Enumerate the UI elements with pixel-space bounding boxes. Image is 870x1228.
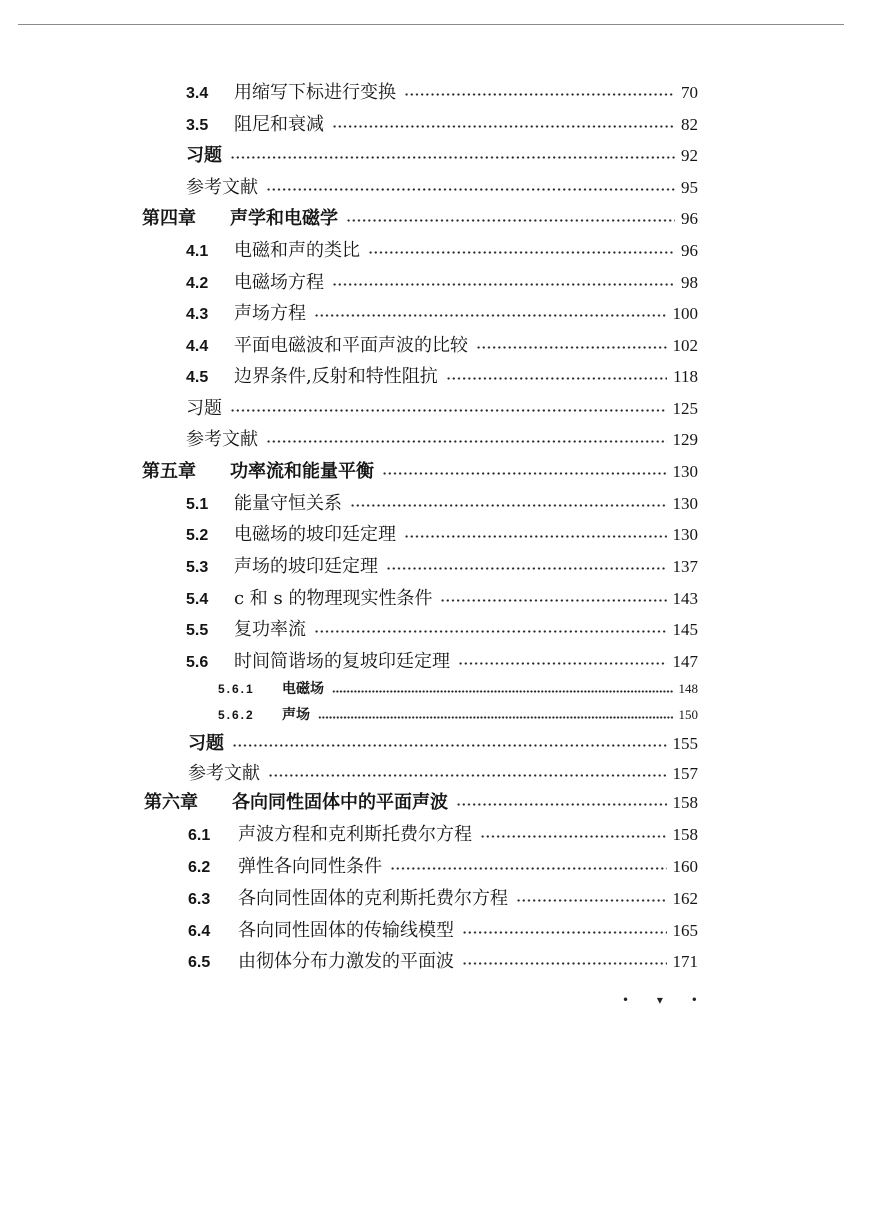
entry-title: 电磁场方程 [234,272,324,293]
toc-entry-4-4 [186,331,698,357]
entry-title: 声波方程和克利斯托费尔方程 [238,824,472,845]
entry-title: 能量守恒关系 [234,493,342,514]
section-number: 5.4 [186,591,209,608]
toc-entry-3-4 [186,78,698,104]
entry-title: 由彻体分布力激发的平面波 [238,951,454,972]
toc-entry-6-1 [188,820,698,846]
dot-leader [266,188,675,191]
dot-leader [480,835,667,838]
dot-leader [332,283,675,286]
page-number: 150 [678,707,698,722]
section-number: 6.1 [188,827,211,844]
dot-leader [458,662,667,665]
section-number: 4.5 [186,369,209,386]
toc-entry-5-1 [186,489,698,515]
section-number: 6.2 [188,859,211,876]
entry-title: 平面电磁波和平面声波的比较 [234,335,468,356]
toc-entry-5-5 [186,615,698,641]
page-number: 82 [681,115,698,134]
page-number: 118 [673,367,698,386]
page-number: 160 [672,857,698,876]
section-number: 6.4 [188,923,211,940]
dot-leader [476,346,667,349]
chapter-number: 第四章 [142,208,196,229]
dot-leader [386,567,667,570]
dot-leader [404,93,675,96]
entry-title: 各向同性固体中的平面声波 [232,792,448,813]
page-number: 130 [672,462,698,481]
section-number: 3.5 [186,117,209,134]
page-footer-mark: • ▾ • [622,993,710,1007]
section-number: 5.2 [186,527,209,544]
dot-leader [516,899,667,902]
entry-title: 习题 [186,145,222,166]
entry-title: 各向同性固体的传输线模型 [238,920,454,941]
toc-chapter-6 [144,788,698,814]
section-number: 6.5 [188,954,211,971]
dot-leader [332,125,675,128]
section-number: 6.3 [188,891,211,908]
entry-title: 参考文献 [188,763,260,784]
dot-leader [446,377,667,380]
dot-leader [462,962,667,965]
dot-leader [390,867,667,870]
page-number: 147 [672,652,698,671]
page-number: 158 [672,825,698,844]
entry-title: 参考文献 [186,429,258,450]
section-number: 4.3 [186,306,209,323]
dot-leader [332,690,673,693]
dot-leader [268,774,667,777]
toc-entry-references [188,759,698,785]
entry-title: 边界条件,反射和特性阻抗 [234,366,438,387]
section-number: 5.6 [186,654,209,671]
page-number: 95 [681,178,698,197]
page-number: 171 [672,952,698,971]
dot-leader [350,504,667,507]
toc-entry-exercises [186,141,698,167]
page-number: 157 [672,764,698,783]
entry-title: 时间简谐场的复坡印廷定理 [234,651,450,672]
entry-title: 阻尼和衰减 [234,114,324,135]
entry-title: 电磁场的坡印廷定理 [234,524,396,545]
toc-entry-6-3 [188,884,698,910]
toc-subentry-5-6-2 [218,704,698,724]
dot-leader [230,156,675,159]
page-number: 96 [681,209,698,228]
toc-entry-exercises [188,729,698,755]
entry-title: 声场的坡印廷定理 [234,556,378,577]
dot-leader [318,716,673,719]
chapter-number: 第六章 [144,792,198,813]
toc-entry-5-3 [186,552,698,578]
entry-title: c 和 s 的物理现实性条件 [234,588,433,609]
page-number: 165 [672,921,698,940]
toc-entry-references [186,173,698,199]
entry-title: 电磁和声的类比 [234,240,360,261]
toc-entry-4-2 [186,268,698,294]
toc-entry-exercises [186,394,698,420]
section-number: 5.3 [186,559,209,576]
section-number: 4.1 [186,243,209,260]
dot-leader [404,535,667,538]
toc-entry-3-5 [186,110,698,136]
dot-leader [346,219,675,222]
page-number: 145 [672,620,698,639]
entry-title: 功率流和能量平衡 [230,461,374,482]
dot-leader [368,251,675,254]
entry-title: 用缩写下标进行变换 [234,82,396,103]
page-number: 100 [672,304,698,323]
entry-title: 各向同性固体的克利斯托费尔方程 [238,888,508,909]
entry-title: 习题 [186,398,222,419]
toc-entry-4-1 [186,236,698,262]
chapter-number: 第五章 [142,461,196,482]
toc-entry-references [186,425,698,451]
page-number: 130 [672,494,698,513]
entry-title: 电磁场 [282,681,324,697]
section-number: 4.4 [186,338,209,355]
page-number: 130 [672,525,698,544]
page-number: 125 [672,399,698,418]
entry-title: 声学和电磁学 [230,208,338,229]
entry-title: 参考文献 [186,177,258,198]
section-number: 5.1 [186,496,209,513]
page-number: 148 [678,681,698,696]
section-number: 3.4 [186,85,209,102]
toc-entry-4-5 [186,362,698,388]
entry-title: 弹性各向同性条件 [238,856,382,877]
dot-leader [266,440,667,443]
dot-leader [382,472,667,475]
toc-chapter-5 [142,457,698,483]
toc-entry-6-5 [188,947,698,973]
dot-leader [314,314,667,317]
section-number: 4.2 [186,275,209,292]
header-rule [18,24,844,25]
dot-leader [314,630,667,633]
section-number: 5.6.2 [218,708,255,722]
dot-leader [456,803,667,806]
page-number: 158 [672,793,698,812]
page-number: 162 [672,889,698,908]
page-number: 137 [672,557,698,576]
page-number: 155 [672,734,698,753]
page-number: 129 [672,430,698,449]
page-number: 92 [681,146,698,165]
dot-leader [462,931,667,934]
entry-title: 复功率流 [234,619,306,640]
toc-subentry-5-6-1 [218,678,698,698]
toc-entry-6-2 [188,852,698,878]
page-number: 102 [672,336,698,355]
toc-entry-6-4 [188,916,698,942]
toc-entry-5-2 [186,520,698,546]
page-number: 98 [681,273,698,292]
toc-entry-5-4 [186,584,698,610]
toc-entry-5-6 [186,647,698,673]
dot-leader [440,599,666,602]
toc-entry-4-3 [186,299,698,325]
section-number: 5.6.1 [218,682,255,696]
dot-leader [230,409,667,412]
page-number: 143 [672,589,698,608]
page-number: 70 [681,83,698,102]
page-number: 96 [681,241,698,260]
entry-title: 习题 [188,733,224,754]
section-number: 5.5 [186,622,209,639]
dot-leader [232,744,667,747]
toc-chapter-4 [142,204,698,230]
entry-title: 声场方程 [234,303,306,324]
entry-title: 声场 [282,707,310,723]
